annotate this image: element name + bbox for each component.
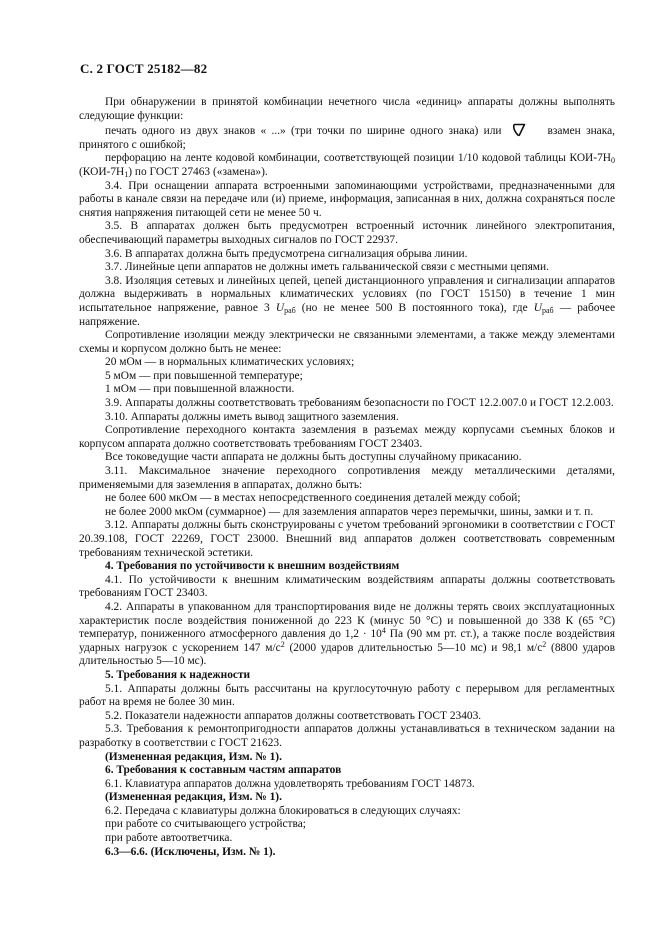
paragraph: 4.2. Аппараты в упакованном для транспортирования виде не должны терять своих эксплуатационных характеристик после воздействия пониженной до 223 К (минус 50 °С) и повышенной до 338 К (65 °С) температур, пониженного атмосферного давления до $1,2 \cdot 10^4$ Па (90 мм рт. ст.), а также после воздействия ударных нагрузок с ускорением 147 $м/с^2$ (2000 ударов длительностью 5—10 мс) и 98,1 $м/с^2$ (8800 ударов длительностью 5—10 мс). <box>79 600 615 668</box>
paragraph: 6.2. Передача с клавиатуры должна блокироваться в следующих случаях: <box>105 804 461 817</box>
paragraph: Сопротивление изоляции между электрически не связанными элементами, а также между элементами схемы и корпусом должно быть не менее: <box>79 329 615 355</box>
paragraph: 4.1. По устойчивости к внешним климатическим воздействиям аппараты должны соответствовать требованиям ГОСТ 23403. <box>79 573 615 600</box>
paragraph: При обнаружении в принятой комбинации нечетного числа «единиц» аппараты должны выполнять следующие функции: <box>79 96 615 122</box>
list-item: при работе со считывающего устройства; <box>105 818 306 831</box>
paragraph: 3.11. Максимальное значение переходного сопротивления между металлическими деталями, применяемыми для заземления в аппаратах, должно быть: <box>79 465 615 491</box>
revision-note: 6.3—6.6. (Исключены, Изм. № 1). <box>105 845 276 858</box>
paragraph: 5.3. Требования к ремонтопригодности аппаратов должны устанавливаться в техническом задании на разработку в соответствии с ГОСТ 21623. <box>79 723 615 749</box>
paragraph-text: взамен знака, принятого с ошибкой; <box>79 125 615 151</box>
paragraph: 3.10. Аппараты должны иметь вывод защитного заземления. <box>105 410 399 423</box>
list-item: не более 2000 мкОм (суммарное) — для заземления аппаратов через перемычки, шины, замки и т. п. <box>105 505 594 518</box>
document-body <box>79 96 615 859</box>
paragraph: перфорацию на ленте кодовой комбинации, соответствующей позиции 1/10 кодовой таблицы КОИ-$7Н_0$ $(КОИ-7Н_1)$ по ГОСТ 27463 («замена»). <box>79 152 615 179</box>
paragraph: 3.12. Аппараты должны быть сконструированы с учетом требований эргономики в соответствии с ГОСТ 20.39.108, ГОСТ 22269, ГОСТ 23000. Внешний вид аппаратов должен соответствовать современным требованиям технической эстетики. <box>79 519 615 559</box>
list-item: 5 мОм — при повышенной температуре; <box>105 369 303 382</box>
list-item: 1 мОм — при повышенной влажности. <box>105 383 295 396</box>
paragraph: 5.2. Показатели надежности аппаратов должны соответствовать ГОСТ 23403. <box>105 709 482 722</box>
revision-note: (Измененная редакция, Изм. № 1). <box>105 791 282 804</box>
paragraph: Сопротивление переходного контакта заземления в разъемах между корпусами съемных блоков и корпусом аппарата должно соответствовать требованиям ГОСТ 23403. <box>79 424 615 450</box>
list-item: не более 600 мкОм — в местах непосредственного соединения деталей между собой; <box>105 492 521 505</box>
paragraph: Все токоведущие части аппарата не должны быть доступны случайному прикасанию. <box>105 451 522 464</box>
list-item: 20 мОм — в нормальных климатических условиях; <box>105 356 355 369</box>
section-heading: 6. Требования к составным частям аппаратов <box>105 764 342 777</box>
paragraph: 3.7. Линейные цепи аппаратов не должны иметь гальванической связи с местными цепями. <box>105 261 549 274</box>
paragraph: 6.1. Клавиатура аппаратов должна удовлетворять требованиям ГОСТ 14873. <box>105 777 475 790</box>
revision-note: (Измененная редакция, Изм. № 1). <box>105 750 282 763</box>
paragraph-text: печать одного из двух знаков « ...» (три точки по ширине одного знака) или <box>105 125 502 138</box>
paragraph: 3.4. При оснащении аппарата встроенными запоминающими устройствами, предназначенными для работы в канале связи на передаче или (и) приеме, информация, записанная в них, должна сохраняться после снятия напряжения питающей сети не менее 50 ч. <box>79 179 615 219</box>
paragraph <box>79 123 615 152</box>
paragraph: 3.5. В аппаратах должен быть предусмотрен встроенный источник линейного электропитания, обеспечивающий параметры выходных сигналов по ГОСТ 22937. <box>79 220 615 246</box>
symbol-u: U <box>533 301 542 314</box>
section-heading: 4. Требования по устойчивости к внешним воздействиям <box>105 560 400 573</box>
paragraph: 5.1. Аппараты должны быть рассчитаны на круглосуточную работу с перерывом для регламентных работ на время не более 30 мин. <box>79 682 615 709</box>
paragraph: 3.8. Изоляция сетевых и линейных цепей, цепей дистанционного управления и сигнализации аппаратов должна выдерживать в нормальных климатических условиях (по ГОСТ 15150) в течение 1 мин испытательное напряжение, равное 3 $U_{раб}$ (но не менее 500 В постоянного тока), где $U_{раб}$ — рабочее напряжение. <box>79 274 616 328</box>
list-item: при работе автоответчика. <box>105 832 233 845</box>
symbol-u: U <box>275 301 285 314</box>
section-heading: 5. Требования к надежности <box>105 668 251 681</box>
paragraph: 3.6. В аппаратах должна быть предусмотрена сигнализация обрыва линии. <box>105 247 468 260</box>
error-mark-icon <box>509 123 531 137</box>
paragraph: 3.9. Аппараты должны соответствовать требованиям безопасности по ГОСТ 12.2.007.0 и ГОСТ 12.2.003. <box>105 397 614 410</box>
page-header: С. 2 ГОСТ 25182—82 <box>80 61 208 76</box>
